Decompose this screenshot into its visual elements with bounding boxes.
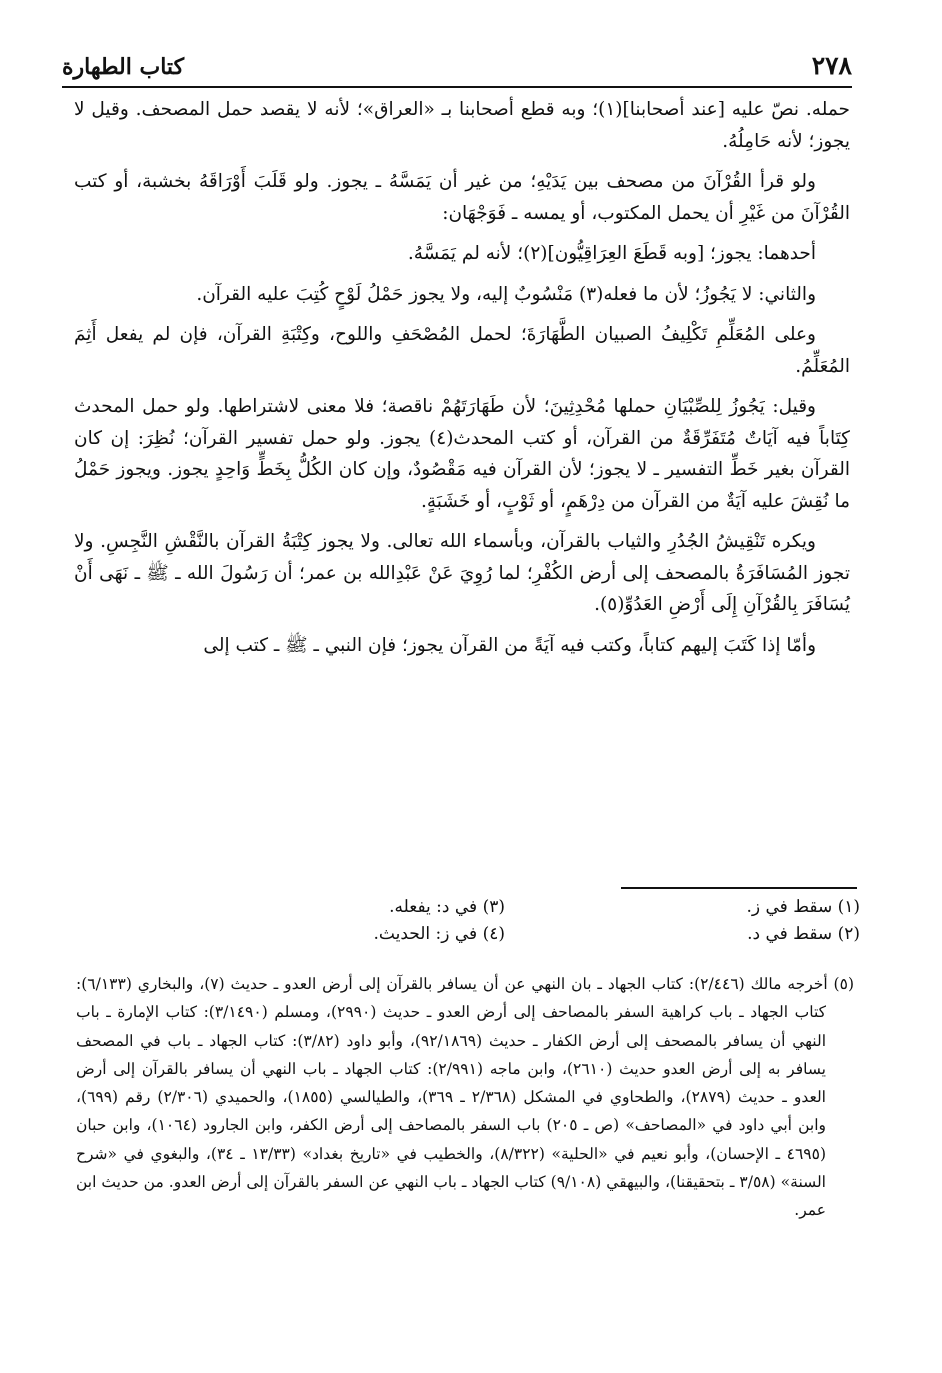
footnotes-short xyxy=(150,897,860,951)
footnote-4: (٤) في ز: الحديث. xyxy=(373,924,505,944)
chapter-title: كتاب الطهارة xyxy=(62,54,185,80)
page-number: ٢٧٨ xyxy=(811,51,852,80)
paragraph: ولو قرأ القُرْآنَ من مصحف بين يَدَيْهِ؛ من غير أن يَمَسَّهُ ـ يجوز. ولو قَلَبَ أَوْرَاقَهُ بخشبة، أو كتب القُرْآنَ من غَيْرِ أن يحمل المكتوب، أو يمسه ـ فَوَجْهَان: xyxy=(74,171,850,224)
paragraph: وأمّا إذا كَتَبَ إليهم كتاباً، وكتب فيه آيَةً من القرآن يجوز؛ فإن النبي ـ ﷺ ـ كتب إلى xyxy=(203,634,816,656)
footnote-divider xyxy=(621,887,857,889)
paragraph: وعلى المُعَلِّمِ تَكْلِيفُ الصبيان الطَّهَارَةَ؛ لحمل المُصْحَفِ واللوح، وكِتْبَةِ القرآن، فإن لم يفعل أَثِمَ المُعَلِّمُ. xyxy=(74,324,850,377)
paragraph: أحدهما: يجوز؛ [وبه قَطَعَ العِرَاقِيُّون](٢)؛ لأنه لم يَمَسَّهُ. xyxy=(407,243,816,264)
footnote-5: (٥) أخرجه مالك (٢/٤٤٦): كتاب الجهاد ـ بان النهي عن أن يسافر بالقرآن إلى أرض العدو ـ حديث (٧)، والبخاري (٦/١٣٣): كتاب الجهاد ـ باب كراهية السفر بالمصاحف إلى أرض العدو ـ حديث (٢٩٩٠)، ومسلم (٣/١٤٩٠): كتاب الإمارة ـ باب النهي أن يسافر بالمصحف إلى أرض الكفار ـ حديث (٩٢/١٨٦٩)، وأبو داود (٣/٨٢): كتاب الجهاد ـ باب في المصحف يسافر به إلى أرض العدو حديث (٢٦١٠)، وابن ماجه (٢/٩٩١): كتاب الجهاد ـ باب النهي أن يسافر بالقرآن إلى أرض العدو ـ حديث (٢٨٧٩)، والطحاوي في المشكل (٢/٣٦٨ ـ ٣٦٩)، والطيالسي (١٨٥٥)، والحميدي (٢/٣٠٦) رقم (٦٩٩)، وابن أبي داود في «المصاحف» (ص ـ ٢٠٥) باب السفر بالمصاحف إلى أرض الكفر، وابن الجارود (١٠٦٤)، وابن حبان (٤٦٩٥ ـ الإحسان)، وأبو نعيم في «الحلية» (٨/٣٢٢)، والخطيب في «تاريخ بغداد» (١٣/٣٣ ـ ٣٤)، والبغوي في «شرح السنة» (٣/٥٨ ـ بتحقيقنا)، والبيهقي (٩/١٠٨) كتاب الجهاد ـ باب النهي عن السفر بالقرآن إلى أرض العدو. من حديث ابن عمر. xyxy=(76,975,854,1220)
footnote-2: (٢) سقط في د. xyxy=(747,924,860,944)
paragraph: وقيل: يَجُوزُ لِلصِّبْيَانِ حملها مُحْدِثِينَ؛ لأن طَهَارَتَهُمْ ناقصة؛ فلا معنى لاشتراطها. ولو حمل المحدث كِتَاباً فيه آيَاتٌ مُتَفَرِّقَةٌ من القرآن، أو كتب المحدث(٤) يجوز. ولو حمل تفسير القرآن؛ نُظِرَ: إن كان القرآن بغير خَطِّ التفسير ـ لا يجوز؛ لأن القرآن فيه مَقْصُودٌ، وإن كان الكُلُّ بِخَطٍّ وَاحِدٍ يجوز. ويجوز حَمْلُ ما نُقِشَ عليه آيَةٌ من القرآن من دِرْهَمٍ، أو ثَوْبٍ، أو خَشَبَةٍ. xyxy=(74,396,850,512)
paragraph: ويكره تَنْقِيشُ الجُدُرِ والثياب بالقرآن، وبأسماء الله تعالى. ولا يجوز كِتْبَةُ القرآن بالنَّقْشِ النَّجِسِ. ولا تجوز المُسَافَرَةُ بالمصحف إلى أرض الكُفْرِ؛ لما رُوِيَ عَنْ عَبْدِالله بن عمر؛ أن رَسُولَ الله ـ ﷺ ـ نَهَى أَنْ يُسَافَرَ بِالقُرْآنِ إِلَى أَرْضِ العَدُوِّ(٥). xyxy=(74,531,850,615)
paragraph: حمله. نصّ عليه [عند أصحابنا](١)؛ وبه قطع أصحابنا بـ «العراق»؛ لأنه لا يقصد حمل المصحف. وقيل لا يجوز؛ لأنه حَامِلُهُ. xyxy=(74,99,850,152)
page-header xyxy=(62,50,852,88)
paragraph: والثاني: لا يَجُوزُ؛ لأن ما فعله(٣) مَنْسُوبٌ إليه، ولا يجوز حَمْلُ لَوْحٍ كُتِبَ عليه القرآن. xyxy=(196,283,816,305)
main-text xyxy=(74,94,850,670)
footnote-3: (٣) في د: يفعله. xyxy=(389,897,505,917)
footnote-1: (١) سقط في ز. xyxy=(746,897,860,917)
